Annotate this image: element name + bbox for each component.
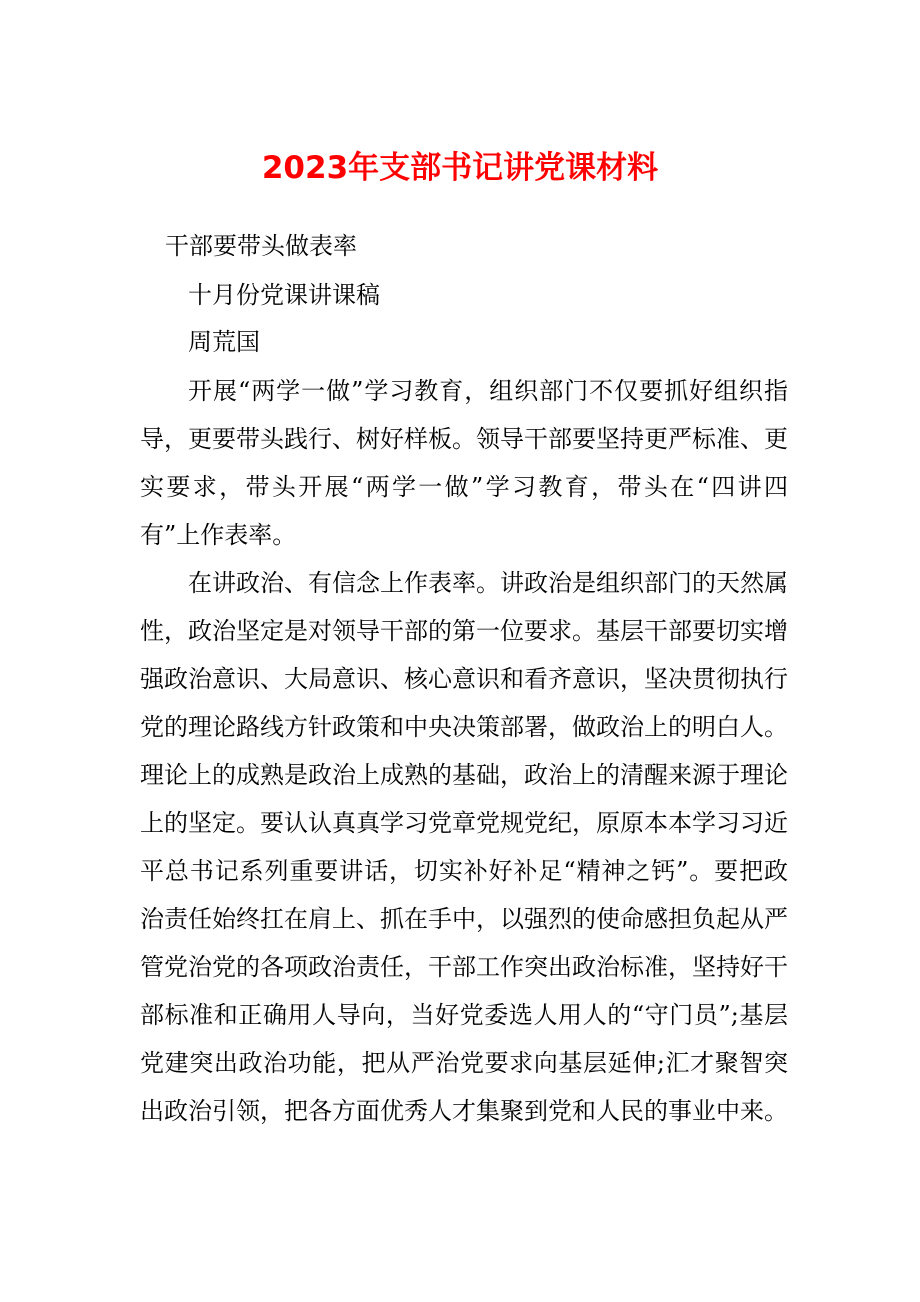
author-name: 周荒国	[188, 328, 260, 356]
body-paragraph: 开展“两学一做”学习教育，组织部门不仅要抓好组织指导，更要带头践行、树好样板。领导干部要坚持更严标准、更实要求，带头开展“两学一做”学习教育，带头在“四讲四有”上作表率。	[140, 377, 788, 549]
body-paragraph: 在讲政治、有信念上作表率。讲政治是组织部门的天然属性，政治坚定是对领导干部的第一位要求。基层干部要切实增强政治意识、大局意识、核心意识和看齐意识，坚决贯彻执行党的理论路线方针政策和中央决策部署，做政治上的明白人。理论上的成熟是政治上成熟的基础，政治上的清醒来源于理论上的坚定。要认认真真学习党章党规党纪，原原本本学习习近平总书记系列重要讲话，切实补好补足“精神之钙”。要把政治责任始终扛在肩上、抓在手中，以强烈的使命感担负起从严管党治党的各项政治责任，干部工作突出政治标准，坚持好干部标准和正确用人导向，当好党委选人用人的“守门员”;基层党建突出政治功能，把从严治党要求向基层延伸;汇才聚智突出政治引领，把各方面优秀人才集聚到党和人民的事业中来。	[140, 569, 788, 1125]
sub-heading: 十月份党课讲课稿	[188, 281, 380, 309]
section-heading: 干部要带头做表率	[165, 232, 357, 260]
document-title: 2023年支部书记讲党课材料	[261, 150, 659, 186]
